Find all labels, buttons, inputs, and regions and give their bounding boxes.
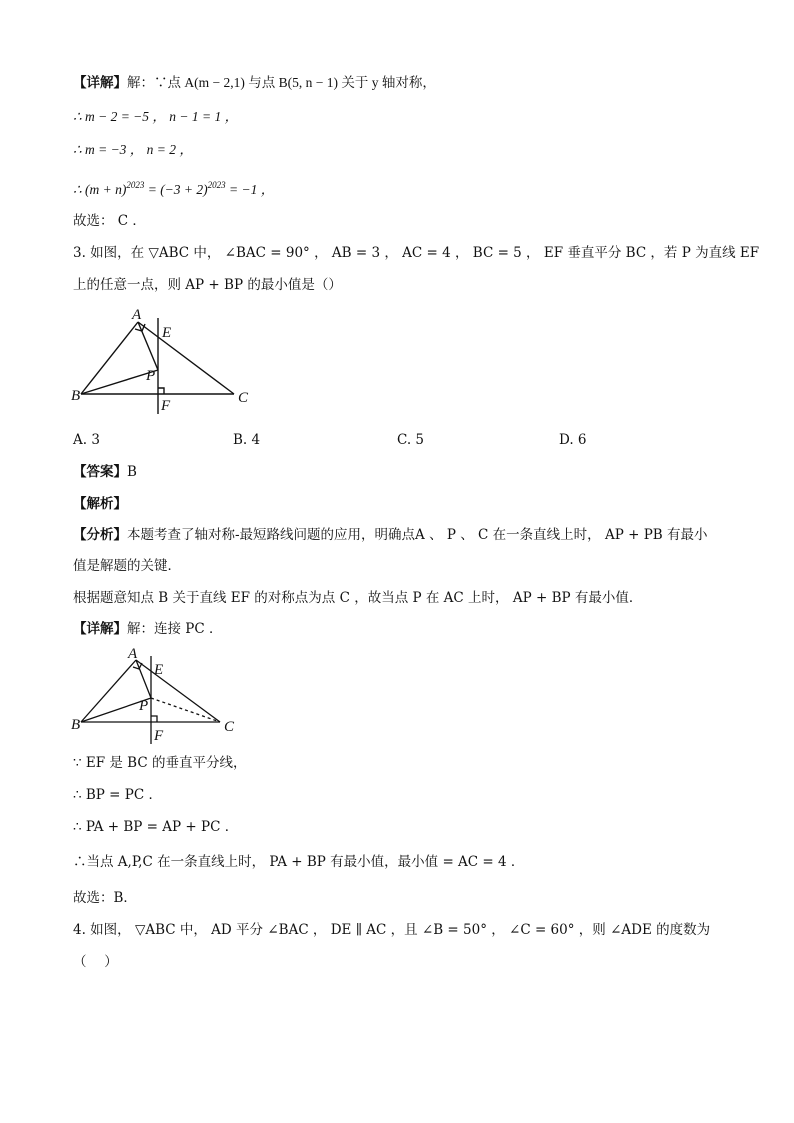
eq4-exponent-2: 2023 — [207, 180, 226, 190]
fenxi-text-1: 本题考查了轴对称-最短路线问题的应用，明确点A 、 P 、 C 在一条直线上时， AP + PB 有最小 — [127, 527, 708, 543]
question-4-line-2: （ ） — [73, 954, 118, 970]
answer-tag: 【答案】 — [73, 464, 127, 480]
question-3-line-1: 3. 如图，在 ▽ABC 中， ∠BAC = 90° ， AB = 3 ， AC = 4 ， BC = 5 ， EF 垂直平分 BC ，若 P 为直线 EF — [73, 245, 760, 261]
fenxi-tag: 【分析】 — [73, 527, 127, 543]
fig2-segment-pc-dashed — [151, 698, 220, 722]
fig2-label-b: B — [71, 717, 81, 733]
detail-tag: 【详解】 — [73, 75, 127, 91]
fig1-label-a: A — [132, 307, 142, 323]
reason-line-1: ∵ EF 是 BC 的垂直平分线， — [73, 755, 247, 771]
answer-line — [73, 463, 137, 481]
choice-b: B. 4 — [233, 432, 261, 448]
eq4-part-b: = (−3 + 2) — [144, 182, 208, 197]
fig1-label-b: B — [71, 388, 81, 404]
detail-2-text: 解：连接 PC ． — [127, 621, 223, 637]
equation-line-2: ∴ m − 2 = −5 ， n − 1 = 1 ， — [73, 109, 239, 124]
fenxi-line-3: 根据题意知点 B 关于直线 EF 的对称点为点 C ，故当点 P 在 AC 上时， AP + BP 有最小值． — [73, 590, 643, 606]
fig2-label-p: P — [139, 698, 149, 714]
question-4-line-1: 4. 如图， ▽ABC 中， AD 平分 ∠BAC ， DE ∥ AC ，且 ∠B = 50° ， ∠C = 60° ，则 ∠ADE 的度数为 — [73, 922, 711, 938]
reason-line-3: ∴ PA + BP = AP + PC ． — [73, 819, 239, 835]
eq4-part-c: = −1 ， — [225, 182, 275, 197]
detail-2-line — [73, 620, 223, 638]
eq4-exponent-1: 2023 — [126, 180, 145, 190]
detail-line-1 — [73, 74, 436, 92]
choose-line: 故选： C ． — [73, 213, 146, 229]
fenxi-line-1 — [73, 526, 708, 544]
detail-2-tag: 【详解】 — [73, 621, 127, 637]
fig2-label-e: E — [154, 662, 164, 678]
choice-a: A. 3 — [73, 432, 100, 448]
fenxi-line-2: 值是解题的关键． — [73, 558, 181, 574]
fig1-label-f: F — [161, 398, 171, 414]
reason-line-2: ∴ BP = PC ． — [73, 787, 162, 803]
answer-value: B — [127, 464, 137, 480]
fig2-label-f: F — [154, 728, 164, 744]
equation-line-3: ∴ m = −3 ， n = 2 ， — [73, 142, 193, 157]
reason-line-5: 故选：B． — [73, 890, 137, 906]
detail-text: 解：∵点 A(m − 2,1) 与点 B(5, n − 1) 关于 y 轴对称， — [127, 75, 436, 90]
question-3-line-2: 上的任意一点，则 AP + BP 的最小值是（） — [73, 277, 342, 293]
fig1-label-e: E — [162, 325, 172, 341]
analysis-heading: 【解析】 — [73, 496, 127, 512]
fig2-label-c: C — [224, 719, 235, 735]
choice-c: C. 5 — [397, 432, 425, 448]
fig1-label-c: C — [238, 390, 249, 406]
fig1-label-p: P — [146, 368, 156, 384]
eq4-part-a: ∴ (m + n) — [73, 182, 127, 197]
fig2-label-a: A — [128, 646, 138, 662]
fig1-side-ab — [81, 322, 138, 394]
fig2-right-angle-f — [151, 716, 157, 722]
reason-line-4: ∴当点 A,P,C 在一条直线上时， PA + BP 有最小值，最小值 = AC = 4 ． — [73, 854, 525, 870]
fig1-right-angle-f — [158, 388, 164, 394]
choice-d: D. 6 — [559, 432, 587, 448]
equation-line-4 — [73, 176, 274, 199]
figure-2-triangle — [60, 640, 260, 750]
figure-1-triangle — [60, 300, 270, 425]
